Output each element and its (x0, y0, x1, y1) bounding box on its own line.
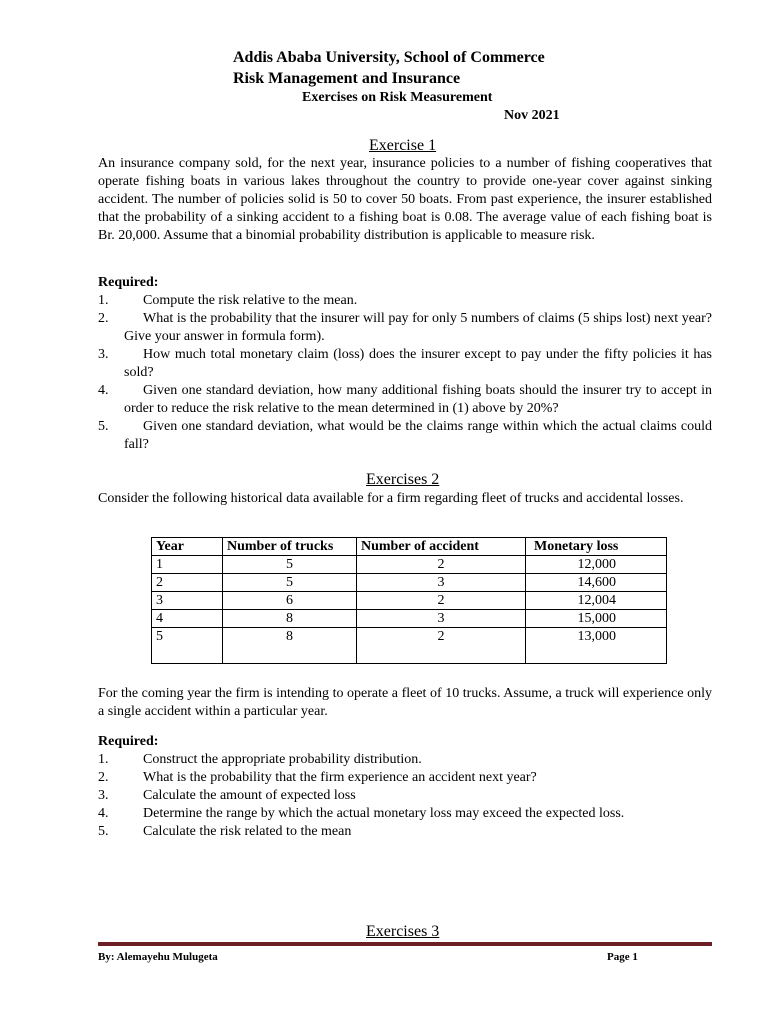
item-number: 3. (98, 347, 109, 362)
item-number: 1. (98, 293, 109, 308)
table-row (152, 592, 667, 610)
exercise-2-intro: Consider the following historical data available for a firm regarding fleet of trucks and accidental losses. (98, 491, 684, 506)
item-number: 4. (98, 383, 109, 398)
item-text: Calculate the risk related to the mean (143, 824, 352, 839)
document-title: Exercises on Risk Measurement (302, 90, 493, 105)
list-item (98, 805, 712, 823)
column-header-trucks: Number of trucks (223, 538, 357, 556)
column-header-year: Year (152, 538, 223, 556)
item-text: Construct the appropriate probability distribution. (143, 752, 422, 767)
exercise-1-body: An insurance company sold, for the next year, insurance policies to a number of fishing cooperatives that operate fishing boats in various lakes throughout the country to provide one-year cover against sinking accident. The number of policies solid is 50 to cover 50 boats. From past experience, the insurer established that the probability of a sinking accident to a fishing boat is 0.08. The average value of each fishing boat is Br. 20,000. Assume that a binomial probability distribution is applicable to measure risk. (98, 156, 712, 243)
footer-page-number: Page 1 (607, 951, 638, 963)
table-cell: 15,000 (526, 610, 667, 628)
item-text: Compute the risk relative to the mean. (143, 293, 358, 308)
department-heading: Risk Management and Insurance (233, 70, 461, 87)
item-number: 4. (98, 806, 109, 821)
list-item (98, 292, 712, 310)
table-cell: 2 (357, 628, 526, 664)
exercise-2-question-list (98, 751, 712, 841)
item-number: 2. (98, 770, 109, 785)
list-item (98, 382, 712, 418)
table-cell: 3 (152, 592, 223, 610)
table-cell: 3 (357, 610, 526, 628)
item-text: Given one standard deviation, how many additional fishing boats should the insurer try to accept in order to reduce the risk relative to the mean determined in (1) above by 20%? (124, 383, 712, 416)
column-header-monetary-loss: Monetary loss (526, 538, 667, 556)
table-cell: 14,600 (526, 574, 667, 592)
accident-data-table (151, 537, 667, 664)
item-text: What is the probability that the insurer will pay for only 5 numbers of claims (5 ships lost) next year? Give your answer in formula form). (124, 311, 712, 344)
item-number: 2. (98, 311, 109, 326)
item-text: Determine the range by which the actual monetary loss may exceed the expected loss. (143, 806, 625, 821)
item-text: Calculate the amount of expected loss (143, 788, 356, 803)
footer-author: By: Alemayehu Mulugeta (98, 951, 218, 963)
item-text: Given one standard deviation, what would be the claims range within which the actual claims could fall? (124, 419, 712, 452)
item-number: 5. (98, 419, 109, 434)
list-item (98, 346, 712, 382)
table-cell: 2 (357, 592, 526, 610)
exercise-2-body: For the coming year the firm is intending to operate a fleet of 10 trucks. Assume, a truck will experience only a single accident within a particular year. (98, 686, 712, 719)
list-item (98, 787, 712, 805)
item-number: 3. (98, 788, 109, 803)
table-cell: 5 (223, 556, 357, 574)
table-row (152, 574, 667, 592)
list-item (98, 823, 712, 841)
table-cell: 6 (223, 592, 357, 610)
column-header-accidents: Number of accident (357, 538, 526, 556)
table-row (152, 556, 667, 574)
table-cell: 13,000 (526, 628, 667, 664)
table-cell: 2 (152, 574, 223, 592)
list-item (98, 751, 712, 769)
table-cell: 5 (152, 628, 223, 664)
table-row (152, 610, 667, 628)
table-cell: 4 (152, 610, 223, 628)
table-cell: 3 (357, 574, 526, 592)
exercise-2-required-label: Required: (98, 734, 159, 749)
table-row (152, 628, 667, 664)
exercise-2-title: Exercises 2 (366, 471, 440, 488)
table-cell: 1 (152, 556, 223, 574)
document-date: Nov 2021 (504, 108, 560, 123)
exercise-1-title: Exercise 1 (369, 137, 437, 154)
university-heading: Addis Ababa University, School of Commerce (233, 49, 545, 66)
table-cell: 12,000 (526, 556, 667, 574)
table-cell: 5 (223, 574, 357, 592)
table-header-row (152, 538, 667, 556)
item-text: What is the probability that the firm experience an accident next year? (143, 770, 537, 785)
footer-rule (98, 942, 712, 946)
item-number: 5. (98, 824, 109, 839)
item-number: 1. (98, 752, 109, 767)
list-item (98, 418, 712, 454)
list-item (98, 769, 712, 787)
table-cell: 8 (223, 628, 357, 664)
table-cell: 12,004 (526, 592, 667, 610)
table-cell: 8 (223, 610, 357, 628)
table-cell: 2 (357, 556, 526, 574)
item-text: How much total monetary claim (loss) does the insurer except to pay under the fifty policies it has sold? (124, 347, 712, 380)
list-item (98, 310, 712, 346)
exercise-1-question-list (98, 292, 712, 454)
exercise-3-title: Exercises 3 (366, 923, 440, 940)
exercise-1-required-label: Required: (98, 275, 159, 290)
